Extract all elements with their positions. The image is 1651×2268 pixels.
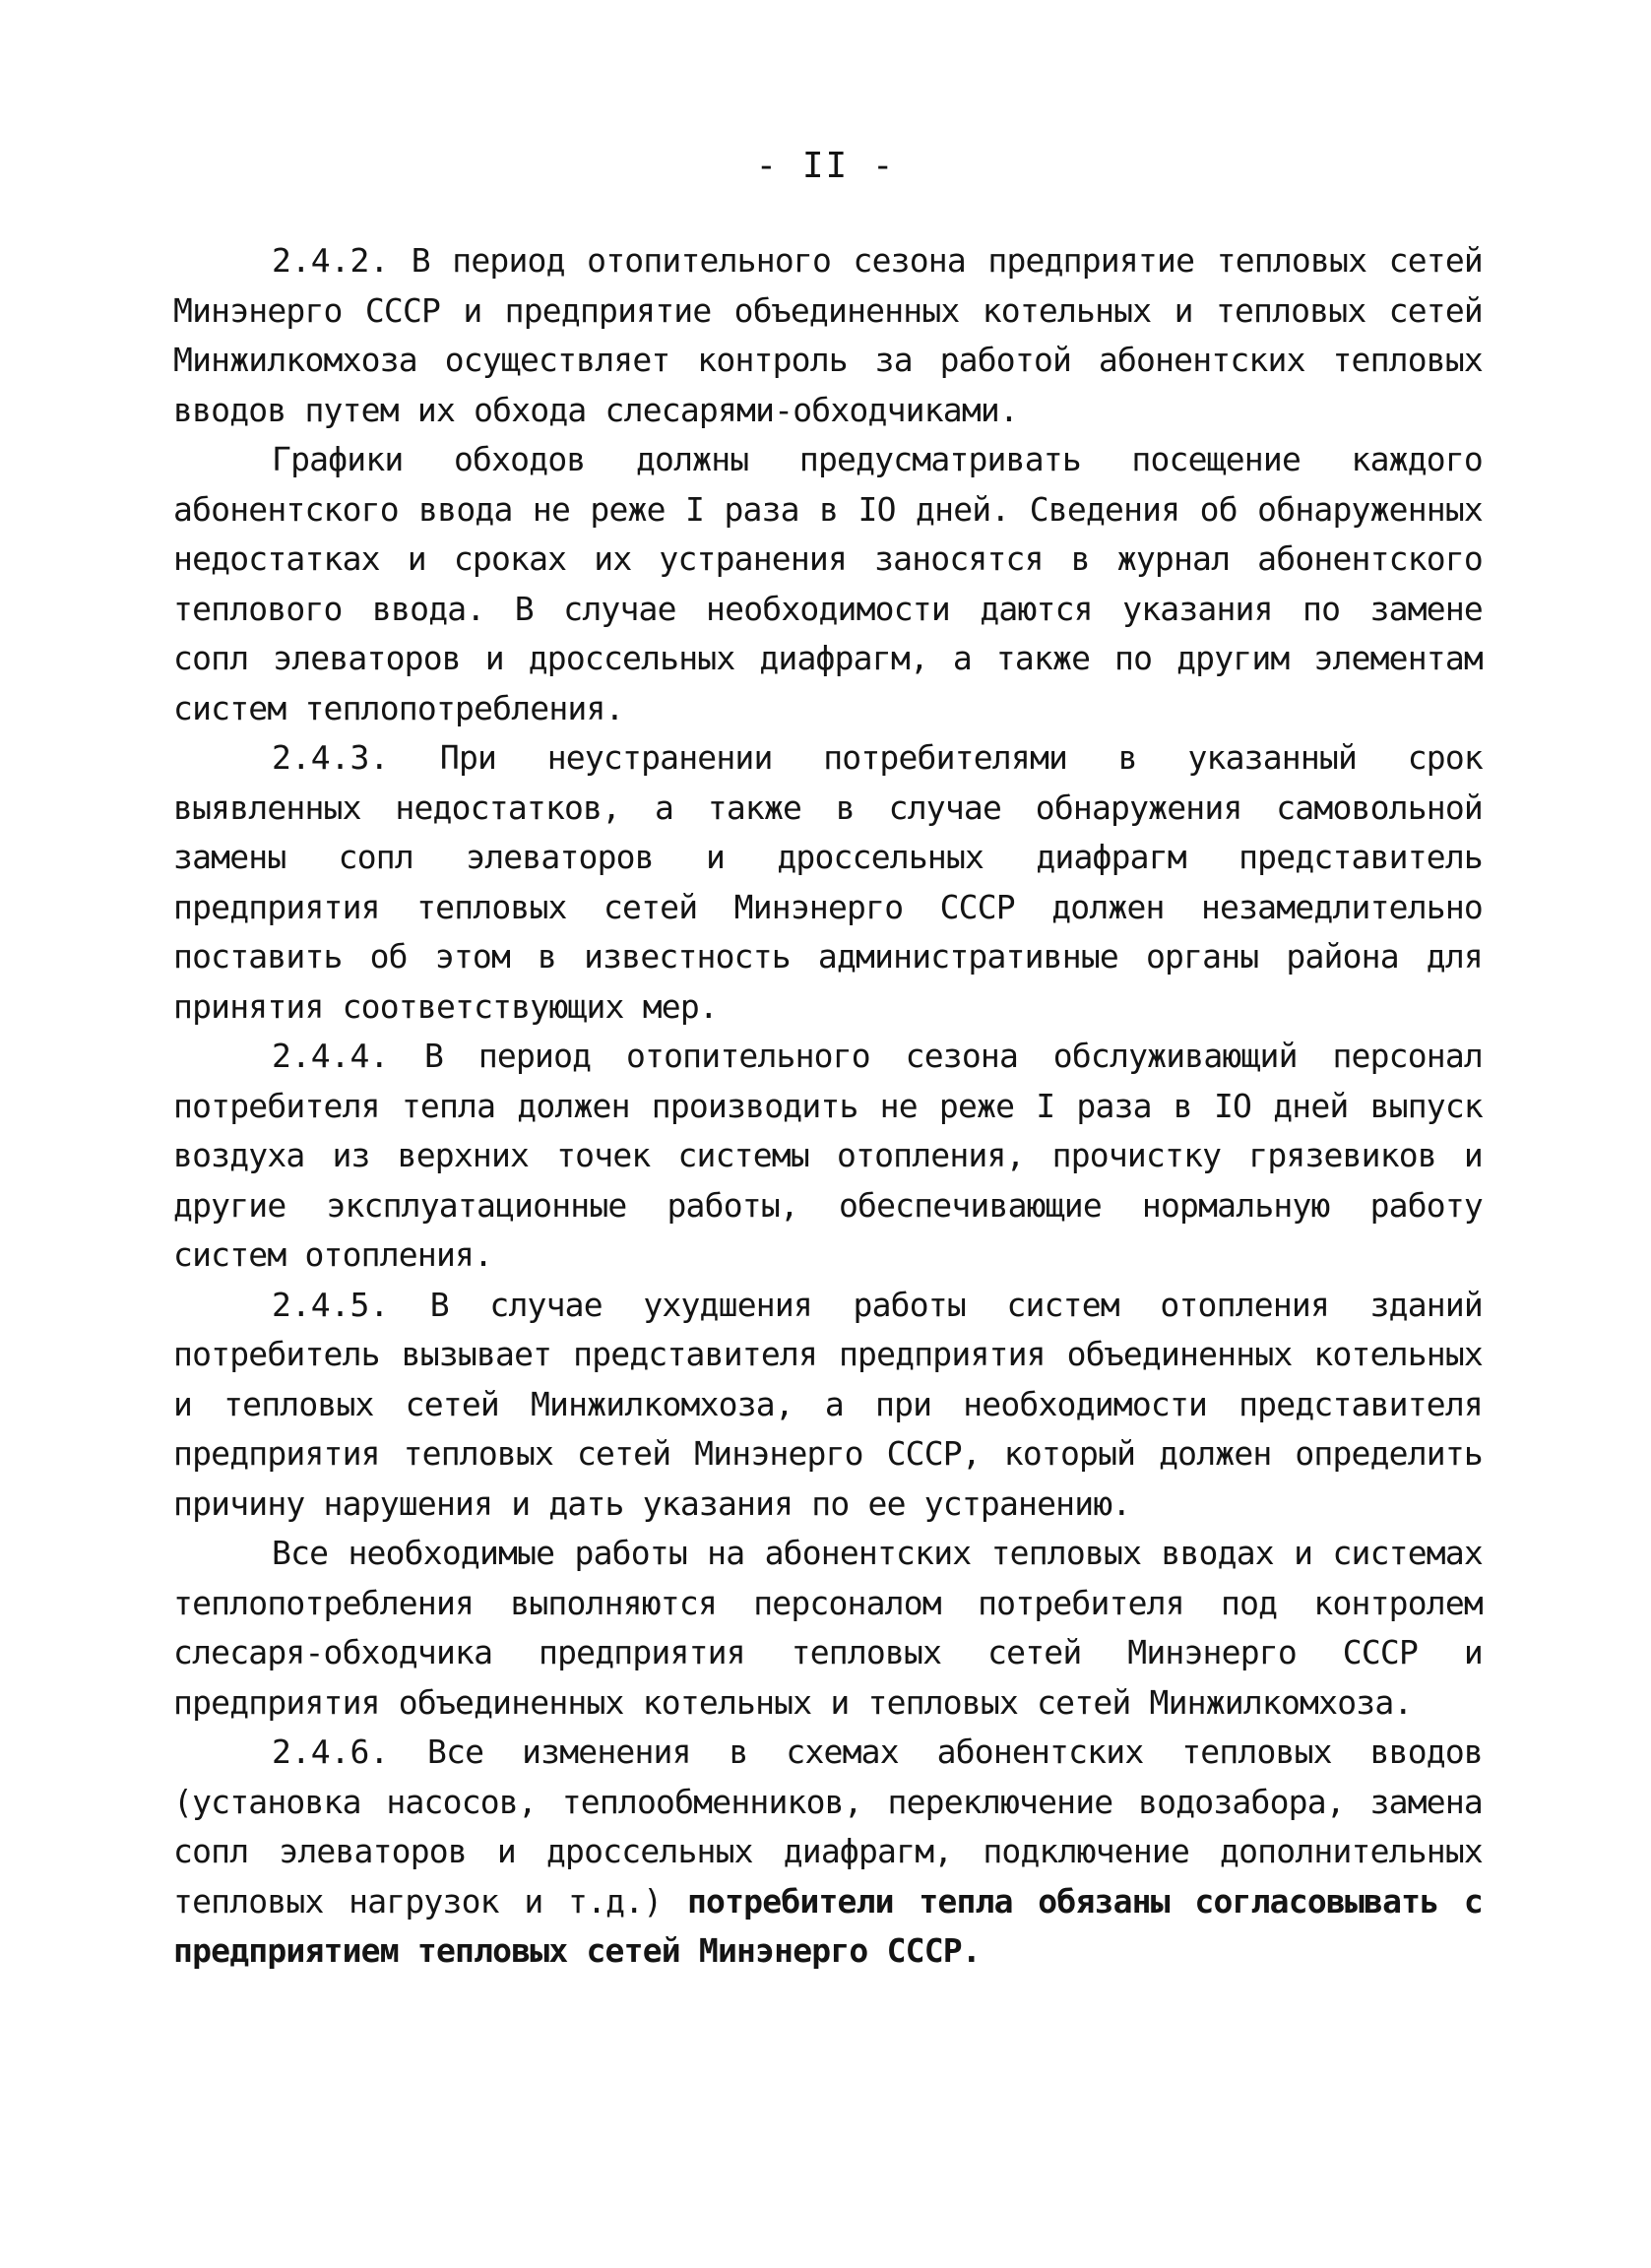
paragraph-text: Графики обходов должны предусматривать посещение каждого абонентского ввода не реже I раза в IO дней. Сведения об обнаруженных недостатках и сроках их устранения заносятся в журнал абонентского теплового ввода. В случае необходимости даются указания по замене сопл элеваторов и дроссельных диафрагм, а также по другим элементам систем теплопотребления. <box>173 440 1483 727</box>
clause-number: 2.4.3. <box>272 738 390 777</box>
paragraph-2-4-4 <box>173 1032 1483 1281</box>
paragraph-text: В случае ухудшения работы систем отопления зданий потребитель вызывает представителя предприятия объединенных котельных и тепловых сетей Минжилкомхоза, а при необходимости представителя предприятия тепловых сетей Минэнерго СССР, который должен определить причину нарушения и дать указания по ее устранению. <box>173 1285 1483 1523</box>
paragraph-2-4-6 <box>173 1728 1483 1977</box>
paragraph-text: Все изменения в схемах абонентских тепловых вводов (установка насосов, теплообменников, переключение водозабора, замена сопл элеваторов и дроссельных диафрагм, подключение дополнительных тепловых нагрузок и т.д.) <box>173 1732 1483 1921</box>
paragraph-2-4-2 <box>173 236 1483 435</box>
document-body <box>173 236 1483 1977</box>
paragraph-required-works <box>173 1529 1483 1728</box>
paragraph-text: Все необходимые работы на абонентских тепловых вводах и системах теплопотребления выполняются персоналом потребителя под контролем слесаря-обходчика предприятия тепловых сетей Минэнерго СССР и предприятия объединенных котельных и тепловых сетей Минжилкомхоза. <box>173 1534 1483 1722</box>
paragraph-text: При неустранении потребителями в указанный срок выявленных недостатков, а также в случае обнаружения самовольной замены сопл элеваторов и дроссельных диафрагм представитель предприятия тепловых сетей Минэнерго СССР должен незамедлительно поставить об этом в известность административные органы района для принятия соответствующих мер. <box>173 738 1483 1026</box>
paragraph-emphasis: потребители тепла обязаны согласовывать с предприятием тепловых сетей Минэнерго СССР. <box>173 1881 1483 1970</box>
paragraph-text: В период отопительного сезона предприятие тепловых сетей Минэнерго СССР и предприятие объединенных котельных и тепловых сетей Минжилкомхоза осуществляет контроль за работой абонентских тепловых вводов путем их обхода слесарями-обходчиками. <box>173 241 1483 429</box>
paragraph-2-4-3 <box>173 733 1483 1032</box>
clause-number: 2.4.2. <box>272 241 390 280</box>
page-number: - II - <box>755 146 896 186</box>
paragraph-text: В период отопительного сезона обслуживающий персонал потребителя тепла должен производить не реже I раза в IO дней выпуск воздуха из верхних точек системы отопления, прочистку грязевиков и другие эксплуатационные работы, обеспечивающие нормальную работу систем отопления. <box>173 1037 1483 1274</box>
clause-number: 2.4.6. <box>272 1732 390 1771</box>
paragraph-2-4-5 <box>173 1281 1483 1530</box>
clause-number: 2.4.5. <box>272 1285 390 1324</box>
paragraph-inspection-schedule <box>173 435 1483 733</box>
clause-number: 2.4.4. <box>272 1037 390 1075</box>
